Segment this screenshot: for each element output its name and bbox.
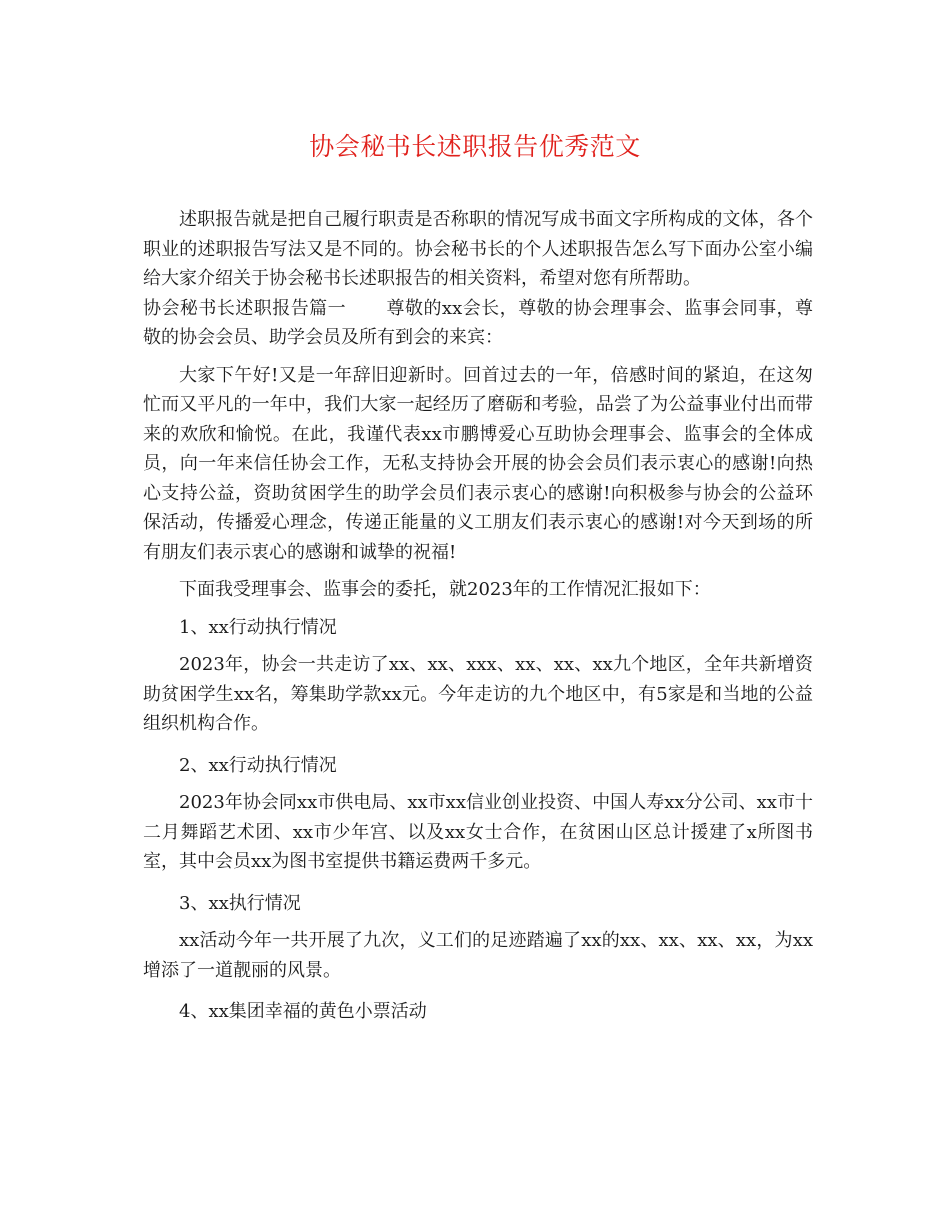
document-title: 协会秘书长述职报告优秀范文 xyxy=(309,132,641,161)
report-intro-paragraph: 下面我受理事会、监事会的委托，就2023年的工作情况汇报如下： xyxy=(179,579,711,600)
greeting-paragraph: 大家下午好!又是一年辞旧迎新时。回首过去的一年，倍感时间的紧迫，在这匆忙而又平凡的一年中，我们大家一起经历了磨砺和考验，品尝了为公益事业付出而带来的欢欣和愉悦。在此，我谨代表xx市鹏博爱心互助协会理事会、监事会的全体成员，向一年来信任协会工作，无私支持协会开展的协会会员们表示衷心的感谢!向热心支持公益，资助贫困学生的助学会员们表示衷心的感谢!向积极参与协会的公益环保活动，传播爱心理念，传递正能量的义工朋友们表示衷心的感谢!对今天到场的所有朋友们表示衷心的感谢和诚挚的祝福! xyxy=(143,364,813,563)
section1-title: 1、xx行动执行情况 xyxy=(179,616,337,638)
intro-paragraph: 述职报告就是把自己履行职责是否称职的情况写成书面文字所构成的文体，各个职业的述职报告写法又是不同的。协会秘书长的个人述职报告怎么写下面办公室小编给大家介绍关于协会秘书长述职报告的相关资料，希望对您有所帮助。 xyxy=(143,209,813,289)
section2-body: 2023年协会同xx市供电局、xx市xx信业创业投资、中国人寿xx分公司、xx市十二月舞蹈艺术团、xx市少年宫、以及xx女士合作，在贫困山区总计援建了x所图书室，其中会员xx为图书室提供书籍运费两千多元。 xyxy=(143,792,813,872)
section1-body: 2023年，协会一共走访了xx、xx、xxx、xx、xx、xx九个地区，全年共新增资助贫困学生xx名，筹集助学款xx元。今年走访的九个地区中，有5家是和当地的公益组织机构合作。 xyxy=(143,654,813,734)
section-heading: 协会秘书长述职报告篇一 xyxy=(143,297,347,319)
document-body xyxy=(143,205,813,1027)
section3-body: xx活动今年一共开展了九次，义工们的足迹踏遍了xx的xx、xx、xx、xx，为xx增添了一道靓丽的风景。 xyxy=(143,930,813,981)
section2-title: 2、xx行动执行情况 xyxy=(179,754,337,776)
section4-title: 4、xx集团幸福的黄色小票活动 xyxy=(179,1001,427,1022)
salutation-text: 尊敬的xx会长，尊敬的协会理事会、监事会同事，尊敬的协会会员、助学会员及所有到会的来宾： xyxy=(143,297,813,348)
section3-title: 3、xx执行情况 xyxy=(179,892,301,914)
salutation-paragraph xyxy=(143,294,813,353)
